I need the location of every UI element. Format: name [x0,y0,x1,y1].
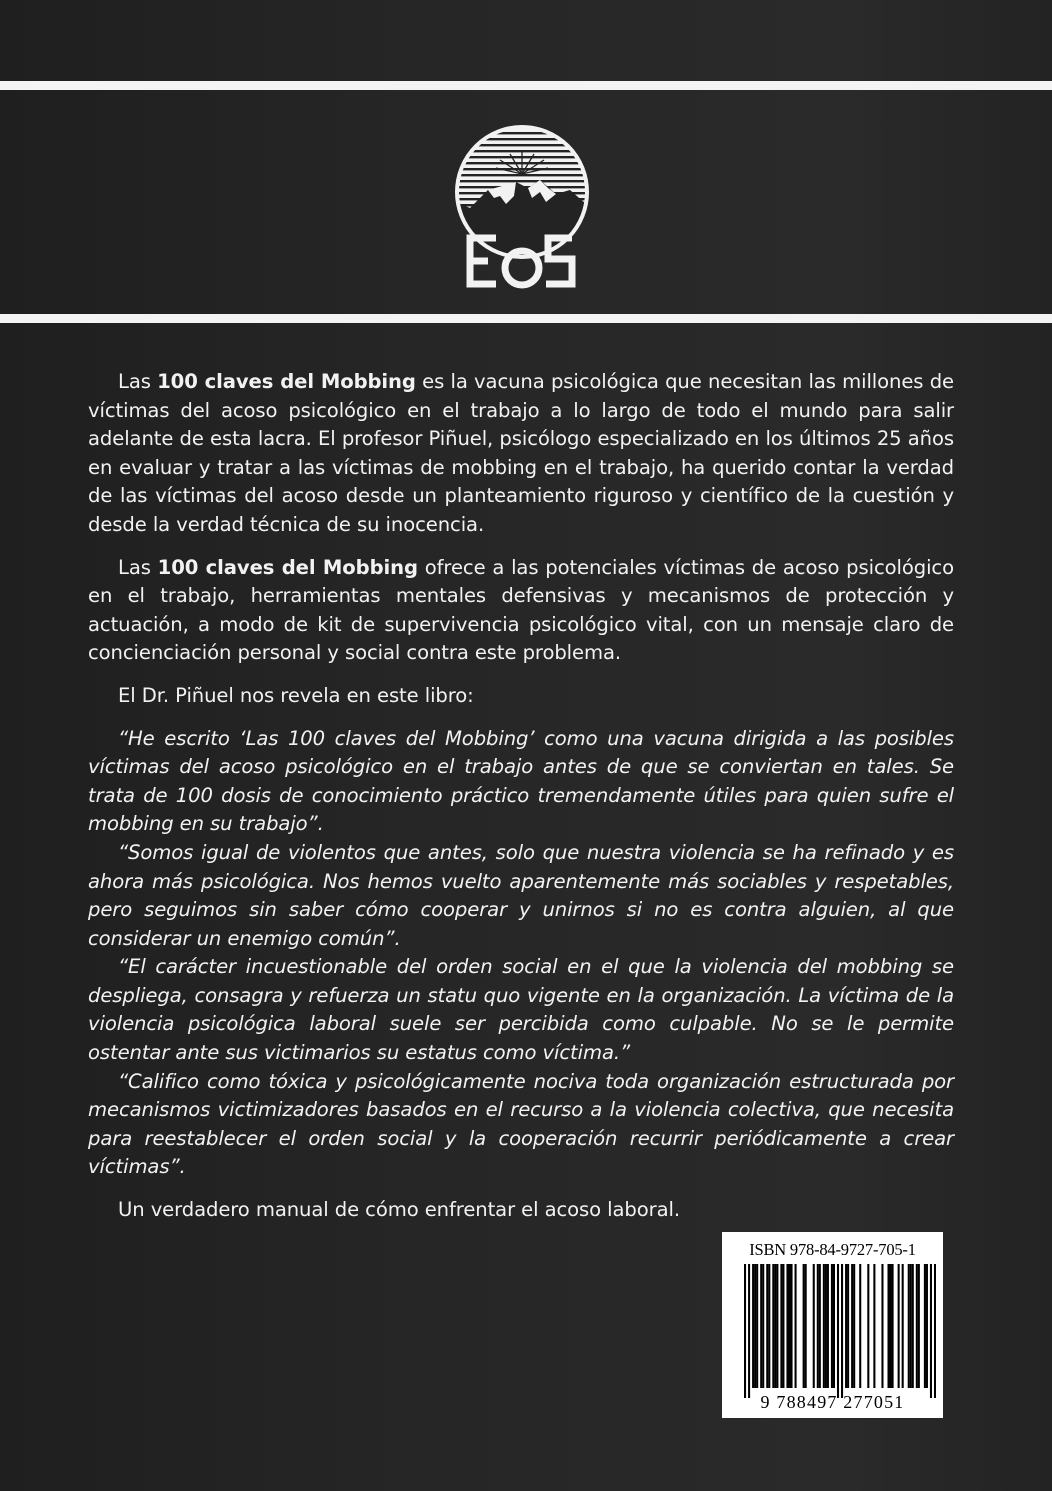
book-title-bold: 100 claves del Mobbing [157,555,418,579]
barcode-bar [847,1264,849,1388]
barcode-bar [902,1264,904,1388]
barcode-bars [744,1264,936,1398]
barcode-bar [867,1264,869,1388]
barcode-bar [881,1264,883,1388]
barcode-bar [916,1264,918,1388]
barcode-bar [766,1264,768,1388]
paragraph-2-lead: Las [118,555,158,579]
paragraph-1-lead: Las [118,370,158,393]
intro-line: El Dr. Piñuel nos revela en este libro: [118,683,474,707]
description-text [88,368,954,1225]
barcode-bar [762,1264,764,1388]
barcode-bar [930,1264,932,1398]
barcode-bar [788,1264,790,1388]
barcode-bar [795,1264,797,1388]
paragraph-2 [88,554,954,668]
isbn-barcode [722,1232,943,1418]
barcode-bar [754,1264,756,1388]
bottom-rule [0,314,1052,323]
barcode-bar [859,1264,861,1388]
barcode-bar [744,1264,746,1398]
barcode-bar [805,1264,807,1388]
barcode-bar [841,1264,843,1398]
barcode-bar [887,1264,889,1388]
quote-1: “He escrito ‘Las 100 claves del Mobbing’ como una vacuna dirigida a las posibles víctimas del acoso psicológico en el trabajo antes de que se conviertan en tales. Se trata de 100 dosis de conocimiento práctico tremendamente útiles para quien sufre el mobbing en su trabajo”. [88,726,954,836]
paragraph-1 [88,368,954,540]
barcode-bar [817,1264,819,1388]
barcode-bar [768,1264,770,1388]
barcode-bar [780,1264,782,1388]
barcode-bar [898,1264,900,1388]
barcode-bar [910,1264,912,1388]
quote-2: “Somos igual de violentos que antes, solo que nuestra violencia se ha refinado y es ahora más psicológica. Nos hemos vuelto aparentemente más sociables y respetables, pero seguimos sin saber cómo cooperar y unirnos si no es contra alguien, al que considerar un enemigo común”. [88,840,954,950]
barcode-bar [776,1264,778,1388]
eos-logo [436,116,608,298]
barcode-digits: 9 788497 277051 [760,1392,905,1412]
barcode-bar [845,1264,847,1388]
barcode-bar [819,1264,821,1388]
barcode-bar [782,1264,784,1388]
barcode-bar [912,1264,914,1388]
barcode-bar [827,1264,829,1388]
barcode-bar [851,1264,853,1388]
barcode-bar [748,1264,750,1398]
barcode-bar [756,1264,758,1388]
barcode-bar [873,1264,875,1388]
barcode-bar [853,1264,855,1388]
barcode-bar [926,1264,928,1388]
barcode-bar [760,1264,762,1388]
top-rule [0,81,1052,90]
barcode-bar [892,1264,894,1388]
barcode-bar [833,1264,835,1388]
barcode-bar [908,1264,910,1388]
barcode-bar [924,1264,926,1388]
book-title-bold: 100 claves del Mobbing [157,370,416,393]
quote-4: “Califico como tóxica y psicológicamente nociva toda organización estructurada por mecanismos victimizadores basados en el recurso a la violencia colectiva, que necesita para reestablecer el orden social y la cooperación recurrir periódicamente a crear víctimas”. [88,1069,954,1179]
barcode-bar [790,1264,792,1388]
barcode-bar [772,1264,774,1388]
barcode-bar [918,1264,920,1388]
barcode-bar [934,1264,936,1398]
barcode-bar [825,1264,827,1388]
barcode-bar [774,1264,776,1388]
barcode-bar [890,1264,892,1388]
paragraph-1-body: es la vacuna psicológica que necesitan las millones de víctimas del acoso psicológico en el trabajo a lo largo de todo el mundo para salir adelante de esta lacra. El profesor Piñuel, psicólogo especializado en los últimos 25 años en evaluar y tratar a las víctimas de mobbing en el trabajo, ha querido contar la verdad de las víctimas del acoso desde un planteamiento riguroso y científico de la cuestión y desde la verdad técnica de su inocencia. [88,370,954,536]
isbn-label: ISBN 978-84-9727-705-1 [749,1240,916,1259]
barcode-bar [813,1264,815,1388]
barcode-bar [823,1264,825,1388]
paragraph-2-body: ofrece a las potenciales víctimas de acoso psicológico en el trabajo, herramientas mentales defensivas y mecanismos de protección y actuación, a modo de kit de supervivencia psicológico vital, con un mensaje claro de concienciación personal y social contra este problema. [88,555,954,665]
barcode-bar [831,1264,833,1388]
barcode-bar [837,1264,839,1398]
closing-line: Un verdadero manual de cómo enfrentar el acoso laboral. [118,1198,680,1222]
barcode-bar [752,1264,754,1388]
quote-3: “El carácter incuestionable del orden social en el que la violencia del mobbing se despliega, consagra y refuerza un statu quo vigente en la organización. La víctima de la violencia psicológica laboral suele ser percibida como culpable. No se le permite ostentar ante sus victimarios su estatus como víctima.” [88,955,954,1065]
barcode-bar [803,1264,805,1388]
barcode-bar [786,1264,788,1388]
